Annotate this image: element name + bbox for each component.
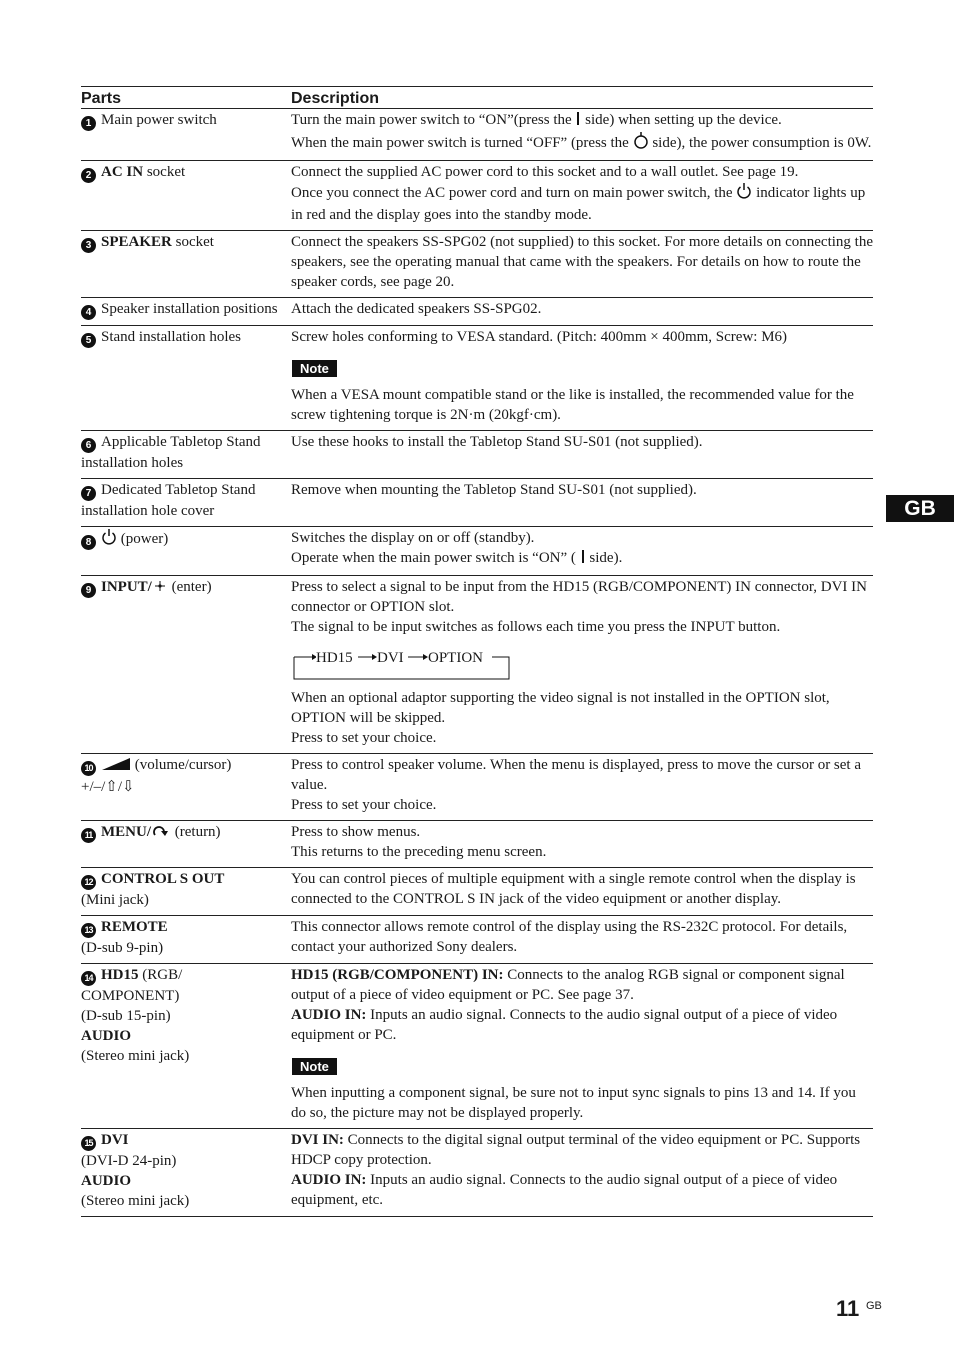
part-label: (return): [171, 824, 221, 840]
table-row: [81, 821, 873, 868]
part-label: (volume/cursor): [131, 757, 232, 773]
part-label-bold: DVI: [101, 1132, 129, 1148]
volume-ramp-icon: [101, 757, 131, 777]
part-label: (DVI-D 24-pin): [81, 1153, 177, 1169]
item-number-badge: 9: [81, 583, 96, 598]
part-label: Stand installation holes: [101, 329, 241, 345]
description-text: Connect the speakers SS-SPG02 (not supplied) to this socket. For more details on connecting the speakers, see the operating manual that came with the speakers. For details on how to route the speaker cords, see page 20.: [291, 234, 873, 290]
table-row: [81, 109, 873, 161]
description-text: This connector allows remote control of the display using the RS-232C protocol. For details, contact your authorized Sony dealers.: [291, 919, 848, 955]
part-cell: [81, 821, 291, 868]
description-cell: [291, 1129, 873, 1217]
description-cell: [291, 431, 873, 479]
return-icon: [151, 824, 171, 844]
description-text: The signal to be input switches as follows each time you press the INPUT button.: [291, 619, 781, 635]
part-label: (RGB/: [138, 967, 183, 983]
description-text: Use these hooks to install the Tabletop Stand SU-S01 (not supplied).: [291, 434, 703, 450]
part-label: socket: [143, 164, 186, 180]
description-cell: [291, 576, 873, 754]
item-number-badge: 2: [81, 168, 96, 183]
input-cycle-diagram: [292, 648, 512, 682]
description-text: When the main power switch is turned “OFF” (press the: [291, 135, 633, 151]
table-row: [81, 326, 873, 431]
item-number-badge: 13: [81, 923, 96, 938]
description-text: Press to select a signal to be input from the HD15 (RGB/COMPONENT) IN connector, DVI IN connector or OPTION slot.: [291, 579, 867, 615]
table-row: [81, 298, 873, 326]
table-row: [81, 431, 873, 479]
part-label: (power): [117, 531, 169, 547]
description-term: AUDIO IN:: [291, 1172, 367, 1188]
description-term: AUDIO IN:: [291, 1007, 367, 1023]
part-label-bold: AC IN: [101, 164, 144, 180]
part-label-bold: INPUT/: [101, 579, 152, 595]
part-cell: [81, 1129, 291, 1217]
part-label-bold: REMOTE: [101, 919, 168, 935]
part-label: Dedicated Tabletop Stand installation hole cover: [81, 482, 256, 519]
item-number-badge: 12: [81, 875, 96, 890]
description-text: Inputs an audio signal. Connects to the audio signal output of a piece of video equipment or PC.: [291, 1007, 838, 1043]
part-label: (enter): [167, 579, 212, 595]
table-row: [81, 868, 873, 916]
part-cell: [81, 754, 291, 821]
part-cell: [81, 479, 291, 527]
part-cell: [81, 298, 291, 326]
description-cell: [291, 326, 873, 431]
part-label-bold: SPEAKER: [101, 234, 172, 250]
part-label-bold: MENU/: [101, 824, 151, 840]
table-row: [81, 479, 873, 527]
part-label-bold: HD15: [101, 967, 139, 983]
part-label: +/–/⇧/⇩: [81, 779, 135, 795]
description-text: Press to show menus.: [291, 824, 421, 840]
table-row: [81, 916, 873, 964]
page-number-suffix: GB: [866, 1300, 882, 1312]
description-text: Screw holes conforming to VESA standard. (Pitch: 400mm × 400mm, Screw: M6): [291, 329, 788, 345]
part-label: Applicable Tabletop Stand installation holes: [81, 434, 261, 471]
description-text: indicator lights up in red and the display goes into the standby mode.: [291, 185, 866, 223]
description-text: Press to set your choice.: [291, 730, 437, 746]
description-text: Once you connect the AC power cord and turn on main power switch, the: [291, 185, 737, 201]
description-text: Switches the display on or off (standby).: [291, 530, 535, 546]
description-text: Attach the dedicated speakers SS-SPG02.: [291, 301, 542, 317]
part-cell: [81, 161, 291, 231]
description-text: Press to set your choice.: [291, 797, 437, 813]
part-cell: [81, 527, 291, 576]
description-cell: [291, 298, 873, 326]
description-text: Turn the main power switch to “ON”(press the: [291, 112, 576, 128]
table-row: [81, 527, 873, 576]
description-text: Press to control speaker volume. When the menu is displayed, press to move the cursor or set a value.: [291, 757, 862, 793]
description-term: HD15 (RGB/COMPONENT) IN:: [291, 967, 504, 983]
description-text: Inputs an audio signal. Connects to the audio signal output of a piece of video equipment, etc.: [291, 1172, 838, 1208]
description-cell: [291, 527, 873, 576]
column-header-parts: Parts: [81, 87, 291, 109]
description-text: side) when setting up the device.: [581, 112, 782, 128]
item-number-badge: 4: [81, 305, 96, 320]
power-icon: [736, 182, 752, 205]
description-cell: [291, 231, 873, 298]
description-text: Operate when the main power switch is “ON” (: [291, 550, 580, 566]
part-cell: [81, 576, 291, 754]
item-number-badge: 15: [81, 1136, 96, 1151]
description-cell: [291, 916, 873, 964]
table-row: [81, 1129, 873, 1217]
table-row: [81, 754, 873, 821]
description-cell: [291, 161, 873, 231]
item-number-badge: 7: [81, 486, 96, 501]
table-row: [81, 964, 873, 1129]
column-header-description: Description: [291, 87, 873, 109]
item-number-badge: 10: [81, 761, 96, 776]
description-text: This returns to the preceding menu screen.: [291, 844, 547, 860]
item-number-badge: 5: [81, 333, 96, 348]
part-label: Speaker installation positions: [101, 301, 278, 317]
description-text: Connect the supplied AC power cord to this socket and to a wall outlet. See page 19.: [291, 164, 799, 180]
part-cell: [81, 326, 291, 431]
part-label: (D-sub 15-pin): [81, 1008, 171, 1024]
part-label: (Mini jack): [81, 892, 149, 908]
part-label: COMPONENT): [81, 988, 180, 1004]
part-label: (Stereo mini jack): [81, 1048, 190, 1064]
part-label: Main power switch: [101, 112, 217, 128]
part-label-bold: CONTROL S OUT: [101, 871, 225, 887]
part-cell: [81, 109, 291, 161]
part-label: socket: [171, 234, 214, 250]
description-term: DVI IN:: [291, 1132, 344, 1148]
item-number-badge: 14: [81, 971, 96, 986]
part-cell: [81, 231, 291, 298]
description-text: Remove when mounting the Tabletop Stand SU-S01 (not supplied).: [291, 482, 697, 498]
item-number-badge: 11: [81, 828, 96, 843]
part-cell: [81, 431, 291, 479]
table-header-row: [81, 87, 873, 109]
description-cell: [291, 821, 873, 868]
note-label: Note: [292, 360, 337, 377]
enter-icon: [152, 578, 168, 599]
table-row: [81, 231, 873, 298]
description-text: side).: [585, 550, 623, 566]
power-icon: [101, 528, 117, 551]
table-row: [81, 576, 873, 754]
description-text: You can control pieces of multiple equipment with a single remote control when the display is connected to the CONTROL S IN jack of the video equipment or another display.: [291, 871, 856, 907]
item-number-badge: 1: [81, 116, 96, 131]
description-cell: [291, 479, 873, 527]
note-text: When inputting a component signal, be sure not to input sync signals to pins 13 and 14. If you do so, the picture may not be displayed properly.: [291, 1085, 856, 1121]
language-side-tab: GB: [886, 495, 954, 522]
parts-description-table: [81, 86, 873, 1217]
description-text: Connects to the digital signal output terminal of the video equipment or PC. Supports HDCP copy protection.: [291, 1132, 861, 1168]
note-text: When a VESA mount compatible stand or the like is installed, the recommended value for the screw tightening torque is 2N·m (20kgf·cm).: [291, 387, 854, 423]
description-cell: [291, 964, 873, 1129]
item-number-badge: 3: [81, 238, 96, 253]
part-label: (Stereo mini jack): [81, 1193, 190, 1209]
flow-item-dvi: DVI: [377, 650, 404, 666]
flow-item-hd15: HD15: [316, 650, 353, 666]
flow-item-option: OPTION: [428, 650, 483, 666]
part-label-bold: AUDIO: [81, 1173, 132, 1189]
description-cell: [291, 109, 873, 161]
description-cell: [291, 754, 873, 821]
circle-icon: [633, 132, 649, 155]
item-number-badge: 8: [81, 535, 96, 550]
description-text: Connects to the analog RGB signal or component signal output of a piece of video equipment or PC. See page 37.: [291, 967, 845, 1003]
description-text: side), the power consumption is 0W.: [648, 135, 872, 151]
page-number: 11: [836, 1296, 860, 1321]
part-label: (D-sub 9-pin): [81, 940, 164, 956]
description-text: When an optional adaptor supporting the video signal is not installed in the OPTION slot, OPTION will be skipped.: [291, 690, 830, 726]
description-cell: [291, 868, 873, 916]
part-label-bold: AUDIO: [81, 1028, 132, 1044]
part-cell: [81, 964, 291, 1129]
part-cell: [81, 868, 291, 916]
table-row: [81, 161, 873, 231]
part-cell: [81, 916, 291, 964]
item-number-badge: 6: [81, 438, 96, 453]
note-label: Note: [292, 1058, 337, 1075]
